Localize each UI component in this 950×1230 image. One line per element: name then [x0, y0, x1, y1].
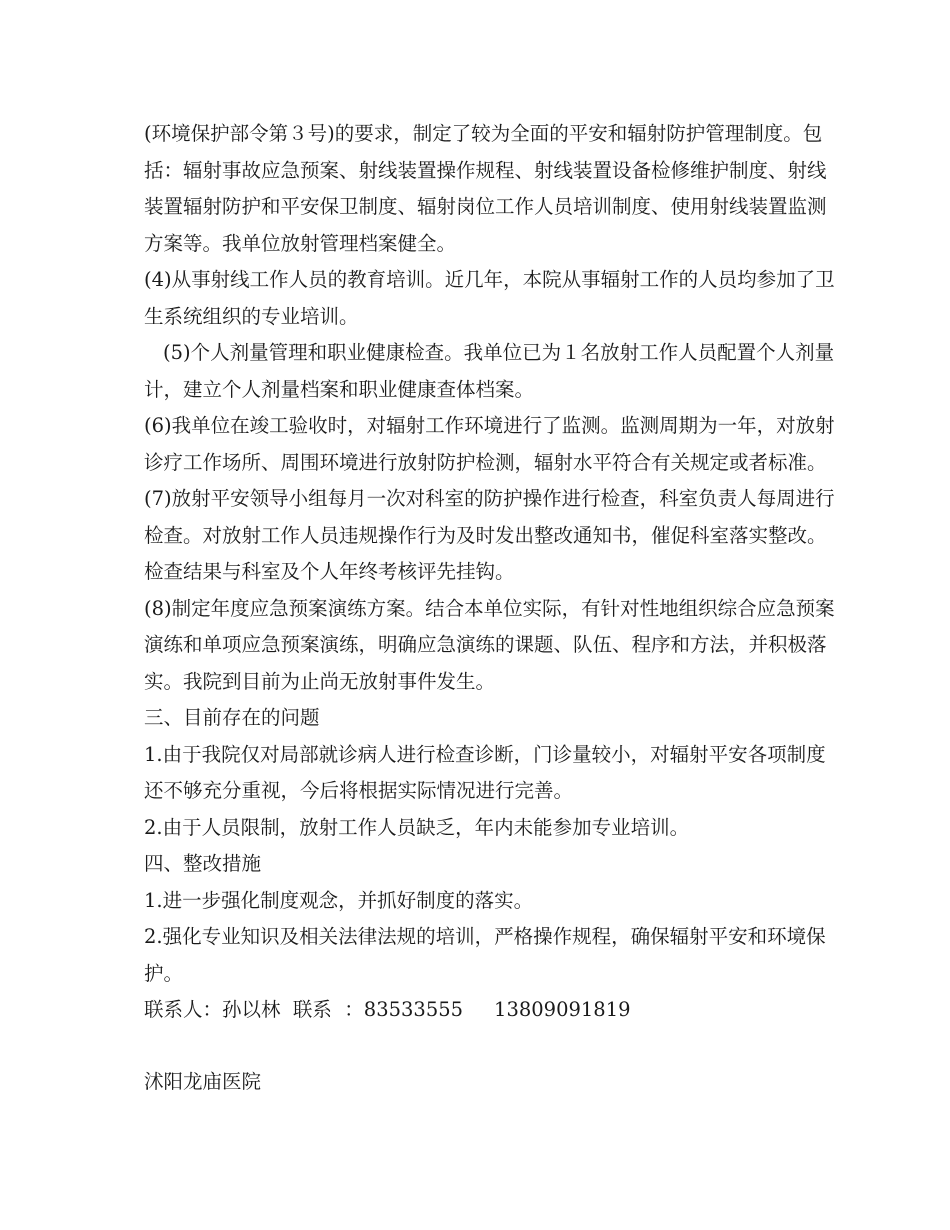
paragraph-line: 诊疗工作场所、周围环境进行放射防护检测，辐射水平符合有关规定或者标准。 — [144, 450, 827, 474]
signature-organization: 沭阳龙庙医院 — [144, 1070, 262, 1093]
section-heading: 三、目前存在的问题 — [144, 706, 320, 729]
paragraph-line: (环境保护部令第３号)的要求，制定了较为全面的平安和辐射防护管理制度。包 — [144, 122, 823, 145]
paragraph-line: (7)放射平安领导小组每月一次对科室的防护操作进行检查，科室负责人每周进行 — [144, 487, 835, 510]
paragraph-line: 1.进一步强化制度观念，并抓好制度的落实。 — [144, 888, 534, 912]
paragraph-line: (6)我单位在竣工验收时，对辐射工作环境进行了监测。监测周期为一年，对放射 — [144, 414, 835, 437]
paragraph-line: 检查。对放射工作人员违规操作行为及时发出整改通知书，催促科室落实整改。 — [144, 523, 827, 547]
paragraph-line: (5)个人剂量管理和职业健康检查。我单位已为１名放射工作人员配置个人剂量 — [163, 341, 835, 364]
paragraph-line: 演练和单项应急预案演练，明确应急演练的课题、队伍、程序和方法，并积极落 — [144, 633, 827, 656]
paragraph-line: 生系统组织的专业培训。 — [144, 304, 359, 328]
paragraph-line: 括：辐射事故应急预案、射线装置操作规程、射线装置设备检修维护制度、射线 — [144, 158, 827, 182]
paragraph-line: 装置辐射防护和平安保卫制度、辐射岗位工作人员培训制度、使用射线装置监测 — [144, 195, 827, 218]
paragraph-line: 计，建立个人剂量档案和职业健康查体档案。 — [144, 377, 535, 401]
paragraph-line: 护。 — [144, 961, 184, 985]
paragraph-line: (4)从事射线工作人员的教育培训。近几年，本院从事辐射工作的人员均参加了卫 — [144, 268, 835, 291]
paragraph-line: 1.由于我院仅对局部就诊病人进行检查诊断，门诊量较小，对辐射平安各项制度 — [144, 742, 826, 766]
paragraph-line: 2.强化专业知识及相关法律法规的培训，严格操作规程，确保辐射平安和环境保 — [144, 925, 826, 948]
paragraph-line: 方案等。我单位放射管理档案健全。 — [144, 231, 457, 255]
document-body — [144, 116, 835, 1029]
paragraph-line: 实。我院到目前为止尚无放射事件发生。 — [144, 669, 496, 693]
paragraph-line: (8)制定年度应急预案演练方案。结合本单位实际，有针对性地组织综合应急预案 — [144, 596, 835, 620]
contact-line: 联系人：孙以林 联系 ：83533555 13809091819 — [144, 998, 631, 1021]
paragraph-line: 还不够充分重视，今后将根据实际情况进行完善。 — [144, 779, 574, 802]
paragraph-line: 2.由于人员限制，放射工作人员缺乏，年内未能参加专业培训。 — [144, 815, 690, 839]
section-heading: 四、整改措施 — [144, 852, 262, 875]
paragraph-line: 检查结果与科室及个人年终考核评先挂钩。 — [144, 560, 515, 583]
